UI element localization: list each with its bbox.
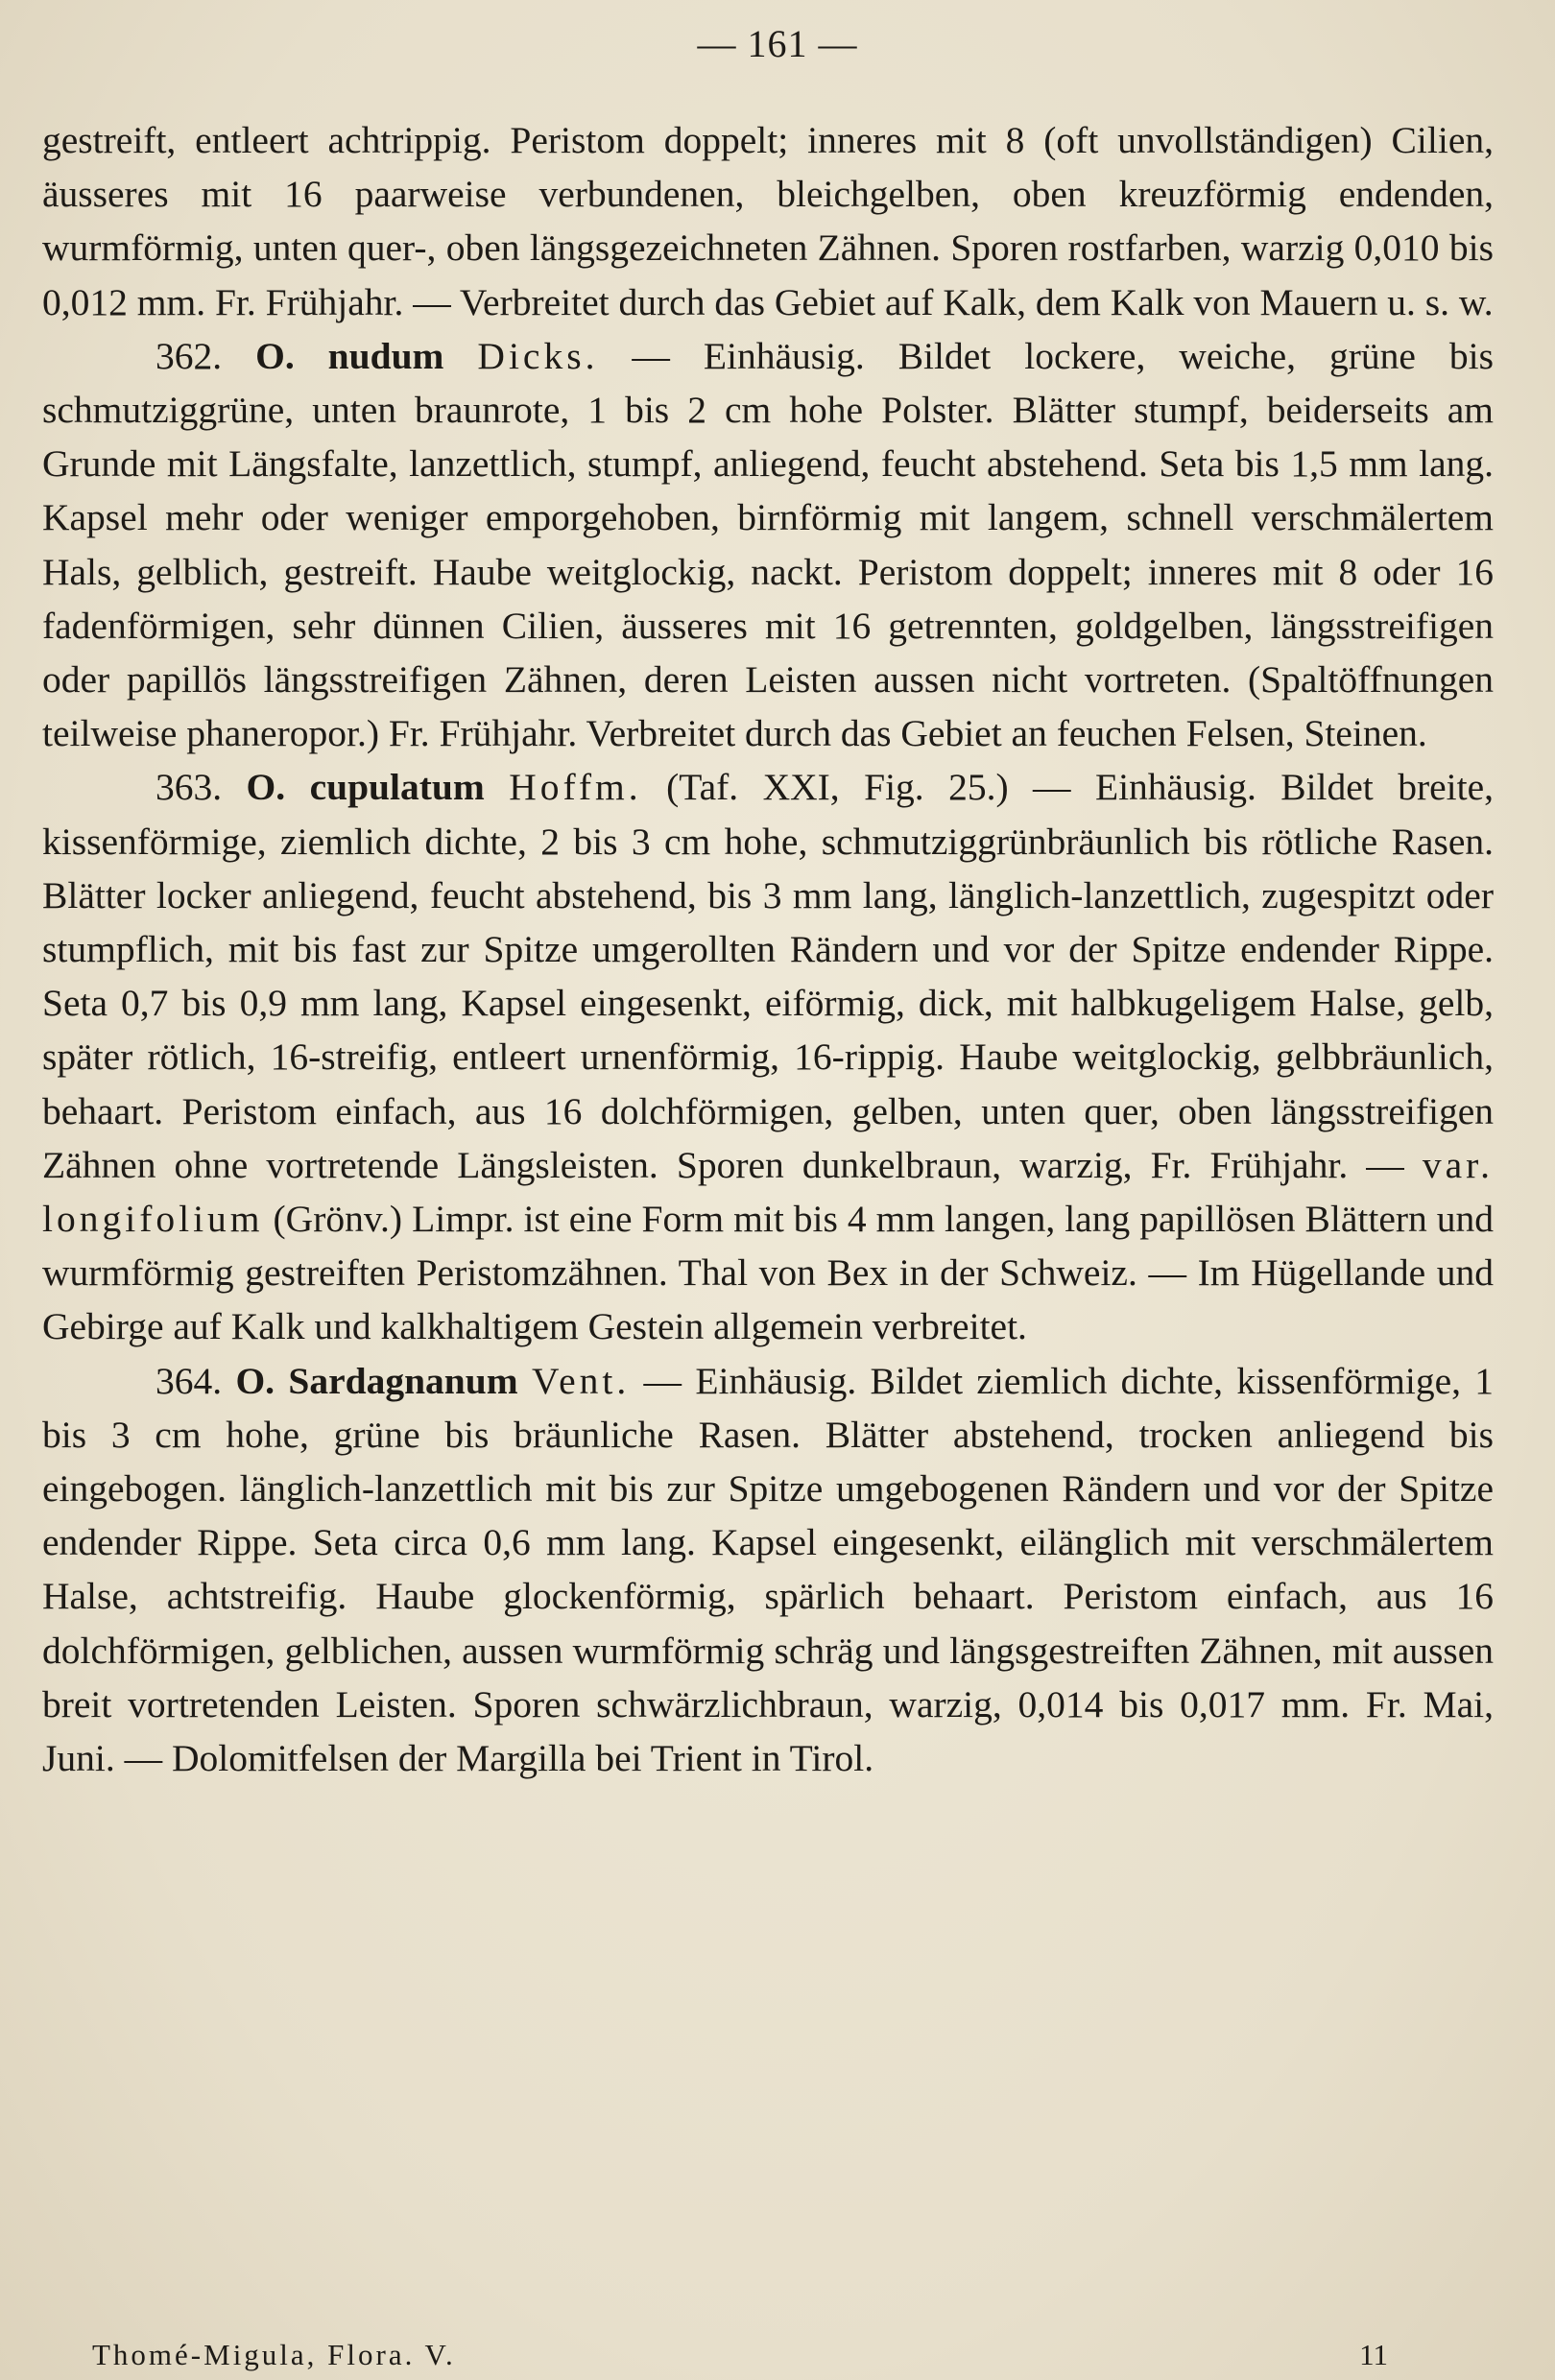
- genus-abbrev: O.: [235, 1359, 275, 1402]
- paragraph-text: gestreift, entleert achtrippig. Peristom doppelt; inneres mit 8 (oft unvollständigen) Cilien, äusseres mit 16 paarweise verbundenen, bleichgelben, oben kreuzförmig endenden, wurmförmig, unten quer-, oben längsgezeichneten Zähnen. Sporen rostfarben, warzig 0,010 bis 0,012 mm. Fr. Frühjahr. — Verbreitet durch das Gebiet auf Kalk, dem Kalk von Mauern u. s. w.: [42, 119, 1494, 323]
- variety-label: var. longifolium: [42, 1143, 1495, 1241]
- entry-number: 363.: [156, 766, 223, 809]
- species-author: Dicks.: [477, 334, 599, 377]
- species-entry-364: [42, 1354, 1494, 1786]
- species-entry-362: [42, 329, 1494, 761]
- species-description: — Einhäusig. Bildet ziemlich dichte, kissenförmige, 1 bis 3 cm hohe, grüne bis bräunliche Rasen. Blätter abstehend, trocken anliegend bis eingebogen. länglich-lanzettlich mit bis zur Spitze umgebogenen Rändern und vor der Spitze endender Rippe. Seta circa 0,6 mm lang. Kapsel eingesenkt, eilänglich mit verschmälertem Halse, achtstreifig. Haube glockenförmig, spärlich behaart. Peristom einfach, aus 16 dolchförmigen, gelblichen, aussen wurmförmig schräg und längsgestreiften Zähnen, mit aussen breit vortretenden Leisten. Sporen schwärzlichbraun, warzig, 0,014 bis 0,017 mm. Fr. Mai, Juni. — Dolomitfelsen der Margilla bei Trient in Tirol.: [42, 1359, 1495, 1780]
- body-text: [42, 113, 1494, 1785]
- species-author: Hoffm.: [509, 766, 642, 809]
- sheet-number: 11: [1359, 2338, 1388, 2371]
- species-name: nudum: [327, 334, 444, 377]
- species-name: Sardagnanum: [288, 1359, 518, 1402]
- footer-signature: Thomé-Migula, Flora. V.: [92, 2338, 456, 2371]
- species-description: — Einhäusig. Bildet lockere, weiche, grüne bis schmutziggrüne, unten braunrote, 1 bis 2 cm hohe Polster. Blätter stumpf, beiderseits am Grunde mit Längsfalte, lanzettlich, stumpf, anliegend, feucht abstehend. Seta bis 1,5 mm lang. Kapsel mehr oder weniger emporgehoben, birnförmig mit langem, schnell verschmälertem Hals, gelblich, gestreift. Haube weitglockig, nackt. Peristom doppelt; inneres mit 8 oder 16 fadenförmigen, sehr dünnen Cilien, äusseres mit 16 getrennten, goldgelben, längsstreifigen oder papillös längsstreifigen Zähnen, deren Leisten aussen nicht vortreten. (Spaltöffnungen teilweise phaneropor.) Fr. Frühjahr. Verbreitet durch das Gebiet an feuchen Felsen, Steinen.: [42, 334, 1494, 755]
- page-number: — 161 —: [697, 22, 858, 65]
- entry-number: 364.: [156, 1359, 223, 1402]
- species-author: Vent.: [531, 1359, 631, 1402]
- page-footer: [92, 2338, 1388, 2372]
- genus-abbrev: O.: [255, 334, 295, 377]
- species-name: cupulatum: [309, 766, 485, 809]
- species-description: (Taf. XXI, Fig. 25.) — Einhäusig. Bildet breite, kissenförmige, ziemlich dichte, 2 bis 3 cm hohe, schmutziggrünbräunlich bis rötliche Rasen. Blätter locker anliegend, feucht abstehend, bis 3 mm lang, länglich-lanzettlich, zugespitzt oder stumpflich, mit bis fast zur Spitze umgerollten Rändern und vor der Spitze endender Rippe. Seta 0,7 bis 0,9 mm lang, Kapsel eingesenkt, eiförmig, dick, mit halbkugeligem Halse, gelb, später rötlich, 16-streifig, entleert urnenförmig, 16-rippig. Haube weitglockig, gelbbräunlich, behaart. Peristom einfach, aus 16 dolchförmigen, gelben, unten quer, oben längsstreifigen Zähnen ohne vortretende Längsleisten. Sporen dunkelbraun, warzig, Fr. Frühjahr. —: [42, 766, 1494, 1186]
- genus-abbrev: O.: [246, 766, 286, 809]
- variety-description: (Grönv.) Limpr. ist eine Form mit bis 4 mm langen, lang papillösen Blättern und wurmförmig gestreiften Peristomzähnen. Thal von Bex in der Schweiz. — Im Hügellande und Gebirge auf Kalk und kalkhaltigem Gestein allgemein verbreitet.: [42, 1198, 1495, 1348]
- species-entry-363: [42, 760, 1494, 1353]
- paragraph-continuation: [42, 113, 1494, 329]
- entry-number: 362.: [156, 334, 223, 377]
